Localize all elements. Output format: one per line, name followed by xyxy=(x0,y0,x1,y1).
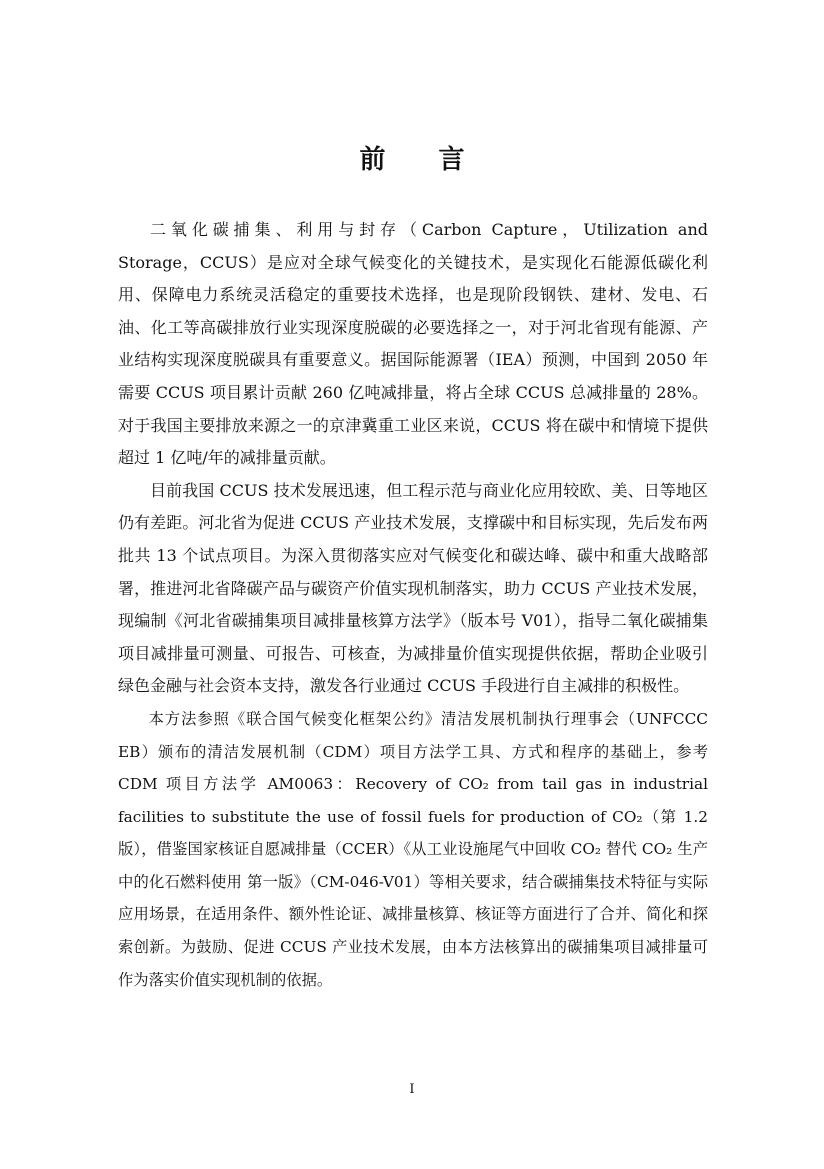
page-title: 前 言 xyxy=(359,145,487,175)
page-number: I xyxy=(409,1082,415,1097)
paragraph: 二氧化碳捕集、利用与封存（Carbon Capture，Utilization and Storage，CCUS）是应对全球气候变化的关键技术，是实现化石能源低碳化利用、保障电力系统灵活稳定的重要技术选择，也是现阶段钢铁、建材、发电、石油、化工等高碳排放行业实现深度脱碳的必要选择之一，对于河北省现有能源、产业结构实现深度脱碳具有重要意义。据国际能源署（IEA）预测，中国到 2050 年需要 CCUS 项目累计贡献 260 亿吨减排量，将占全球 CCUS 总减排量的 28%。对于我国主要排放来源之一的京津冀重工业区来说，CCUS 将在碳中和情境下提供超过 1 亿吨/年的减排量贡献。 xyxy=(118,220,708,468)
body-text xyxy=(118,214,708,996)
paragraph: 目前我国 CCUS 技术发展迅速，但工程示范与商业化应用较欧、美、日等地区仍有差距。河北省为促进 CCUS 产业技术发展，支撑碳中和目标实现，先后发布两批共 13 个试点项目。为深入贯彻落实应对气候变化和碳达峰、碳中和重大战略部署，推进河北省降碳产品与碳资产价值实现机制落实，助力 CCUS 产业技术发展，现编制《河北省碳捕集项目减排量核算方法学》（版本号 V01），指导二氧化碳捕集项目减排量可测量、可报告、可核查，为减排量价值实现提供依据，帮助企业吸引绿色金融与社会资本支持，激发各行业通过 CCUS 手段进行自主减排的积极性。 xyxy=(118,480,708,696)
paragraph: 本方法参照《联合国气候变化框架公约》清洁发展机制执行理事会（UNFCCC EB）颁布的清洁发展机制（CDM）项目方法学工具、方式和程序的基础上，参考 CDM 项目方法学 AM0063：Recovery of CO₂ from tail gas in industrial facilities to substitute the use of fossil fuels for production of CO₂（第 1.2 版），借鉴国家核证自愿减排量（CCER）《从工业设施尾气中回收 CO₂ 替代 CO₂ 生产中的化石燃料使用 第一版》（CM-046-V01）等相关要求，结合碳捕集技术特征与实际应用场景，在适用条件、额外性论证、减排量核算、核证等方面进行了合并、简化和探索创新。为鼓励、促进 CCUS 产业技术发展，由本方法核算出的碳捕集项目减排量可作为落实价值实现机制的依据。 xyxy=(118,709,708,989)
